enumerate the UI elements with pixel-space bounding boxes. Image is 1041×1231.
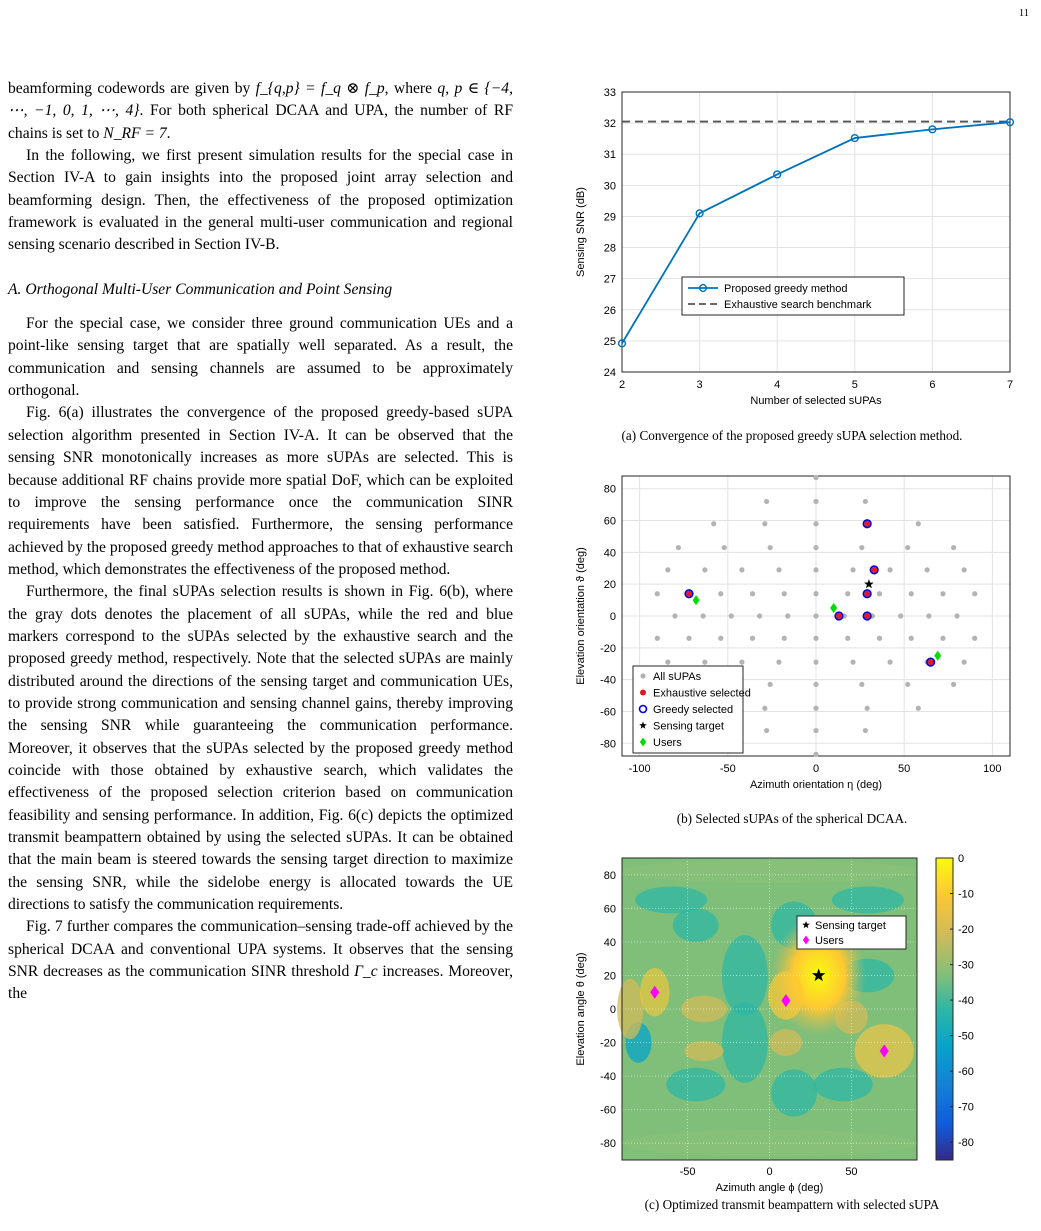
supa-dot (951, 682, 956, 687)
supa-dot (916, 521, 921, 526)
supa-dot (905, 545, 910, 550)
supa-dot (951, 545, 956, 550)
paragraph-4: Fig. 6(a) illustrates the convergence of the proposed greedy-based sUPA selection algorithm presented in Section IV-A. It can be observed that the sensing SNR monotonically increases as more sUPAs are selected. This is because additional RF chains provide more spatial DoF, which can be exploited to improve the sensing performance once the communication SINR requirements have been satisfied. Furthermore, the sensing performance achieved by the proposed greedy method approaches to that of exhaustive search method, which demonstrates the effectiveness of the proposed method. (8, 404, 513, 578)
exhaustive-selected-point (871, 567, 877, 573)
supa-dot (750, 591, 755, 596)
beampattern-lobe (684, 1041, 723, 1061)
heatmap-chart (560, 848, 1030, 1194)
y-tick-label: 28 (603, 242, 616, 255)
supa-dot (702, 660, 707, 665)
exhaustive-selected-point (864, 613, 870, 619)
supa-dot (962, 660, 967, 665)
y-tick-label: 0 (609, 1004, 616, 1016)
line-chart (560, 80, 1030, 415)
exhaustive-selected-point (928, 659, 934, 665)
y-tick-label: 33 (603, 87, 616, 99)
x-axis-label: Azimuth angle ϕ (deg) (715, 1182, 824, 1194)
x-axis-label: Number of selected sUPAs (750, 395, 882, 407)
beampattern-lobe (814, 1068, 873, 1102)
y-tick-label: 25 (603, 335, 616, 348)
y-tick-label: 24 (603, 367, 616, 379)
supa-dot (962, 567, 967, 572)
y-tick-label: -60 (600, 706, 616, 719)
supa-dot (739, 660, 744, 665)
figure-a (560, 80, 1030, 415)
supa-dot (813, 660, 818, 665)
y-tick-label: 20 (603, 970, 616, 983)
supa-dot (887, 567, 892, 572)
paragraph-5: Furthermore, the final sUPAs selection results is shown in Fig. 6(b), where the gray dots denotes the placement of all sUPAs, while the red and blue markers correspond to the sUPAs selected by the exhaustive search and the proposed greedy method, respectively. Note that the selected sUPAs are mainly distributed around the directions of the sensing target and communication UEs, to provide strong communication and sensing channel gains, thereby improving the sensing SNR while guaranteeing the communication performance. Moreover, it observes that the sUPAs selected by the proposed greedy method coincide with those obtained by exhaustive search, which validates the effectiveness of the proposed selection criterion based on communication feasibility and sensing performance. In addition, Fig. 6(c) depicts the optimized transmit beampattern obtained by using the selected sUPAs. It can be obtained that the main beam is steered towards the sensing target direction to maximize the sensing SNR, while the sidelobe energy is allocated towards the UE directions to satisfy the communication requirements. (8, 583, 513, 914)
legend-label: Greedy selected (653, 704, 734, 716)
supa-dot (940, 636, 945, 641)
exhaustive-selected-point (864, 521, 870, 527)
supa-dot (859, 545, 864, 550)
colorbar-tick-label: -40 (958, 995, 974, 1008)
legend-label: Users (815, 935, 844, 947)
x-tick-label: 4 (774, 379, 781, 391)
y-tick-label: 30 (603, 180, 616, 193)
supa-dot (877, 636, 882, 641)
supa-dot (813, 545, 818, 550)
y-tick-label: -80 (600, 1138, 616, 1151)
supa-dot (940, 591, 945, 596)
supa-dot (655, 591, 660, 596)
y-tick-label: 40 (603, 936, 616, 949)
equation: f_{q,p} = f_q ⊗ f_p (255, 80, 385, 97)
legend-label: Proposed greedy method (724, 283, 848, 295)
supa-dot (863, 728, 868, 733)
beampattern-lobe (617, 979, 643, 1039)
equation: q, p ∈ {−4, ⋯, −1, 0, 1, ⋯, 4} (8, 80, 513, 120)
paragraph-2: In the following, we first present simulation results for the special case in Section IV-A to gain insights into the proposed joint array selection and beamforming design. Then, the effectiveness of the proposed optimization framework is evaluated in the general multi-user communication and regional sensing scenario described in Section IV-B. (8, 147, 513, 254)
supa-dot (813, 728, 818, 733)
supa-dot (813, 499, 818, 504)
figure-b-caption: (b) Selected sUPAs of the spherical DCAA. (676, 811, 908, 826)
x-tick-label: 3 (696, 379, 703, 391)
exhaustive-selected-point (836, 613, 842, 619)
x-tick-label: 50 (898, 763, 911, 775)
legend-label: Sensing target (815, 920, 886, 932)
legend-label: Sensing target (653, 720, 724, 733)
supa-dot (905, 682, 910, 687)
legend-label: Exhaustive search benchmark (724, 299, 872, 311)
supa-dot (785, 613, 790, 618)
y-tick-label: -40 (600, 1071, 616, 1084)
supa-dot (776, 660, 781, 665)
supa-dot (909, 591, 914, 596)
supa-dot (845, 591, 850, 596)
exhaustive-selected-point (686, 591, 692, 597)
legend-label: Exhaustive selected (653, 687, 751, 700)
y-tick-label: 80 (603, 869, 616, 882)
colorbar-tick-label: -10 (958, 888, 974, 901)
supa-dot (972, 591, 977, 596)
supa-dot (702, 567, 707, 572)
y-tick-label: 80 (603, 483, 616, 496)
figure-c (560, 848, 1030, 1194)
supa-dot (718, 591, 723, 596)
x-tick-label: -50 (679, 1166, 696, 1178)
supa-dot (672, 613, 677, 618)
figure-b (560, 468, 1030, 803)
y-tick-label: 26 (603, 304, 616, 317)
supa-dot (701, 613, 706, 618)
figure-a-caption: (a) Convergence of the proposed greedy sUPA selection method. (621, 428, 963, 443)
y-tick-label: -40 (600, 674, 616, 687)
x-tick-label: 100 (983, 763, 1002, 775)
colorbar-tick-label: -20 (958, 924, 974, 937)
supa-dot (850, 567, 855, 572)
supa-dot (925, 567, 930, 572)
x-tick-label: 0 (812, 763, 820, 775)
supa-dot (898, 613, 903, 618)
supa-dot (813, 591, 818, 596)
colorbar-tick-label: -80 (958, 1137, 974, 1150)
y-tick-label: 29 (603, 211, 616, 224)
supa-dot (877, 591, 882, 596)
colorbar-tick-label: 0 (958, 853, 965, 865)
scatter-chart (560, 468, 1030, 803)
exhaustive-selected-point (864, 591, 870, 597)
legend-label: All sUPAs (653, 671, 702, 683)
supa-dot (813, 706, 818, 711)
figure-c-caption: (c) Optimized transmit beampattern with selected sUPA (644, 1197, 940, 1212)
y-tick-label: -80 (600, 738, 616, 751)
legend-marker-exhaustive (640, 690, 646, 696)
supa-dot (739, 567, 744, 572)
supa-dot (813, 475, 818, 480)
supa-dot (764, 728, 769, 733)
supa-dot (665, 660, 670, 665)
y-tick-label: -20 (600, 1037, 616, 1050)
legend-marker-all (640, 673, 645, 678)
x-tick-label: 50 (845, 1166, 858, 1178)
body-text-column (8, 78, 513, 1006)
x-axis-label: Azimuth orientation η (deg) (749, 779, 883, 791)
x-tick-label: 2 (618, 379, 626, 391)
y-tick-label: 0 (609, 611, 616, 623)
supa-dot (762, 521, 767, 526)
supa-dot (764, 499, 769, 504)
supa-dot (850, 660, 855, 665)
supa-dot (813, 521, 818, 526)
supa-dot (762, 706, 767, 711)
supa-dot (686, 636, 691, 641)
supa-dot (711, 521, 716, 526)
colorbar-tick-label: -30 (958, 959, 974, 972)
supa-dot (865, 706, 870, 711)
plot-area (622, 92, 1010, 372)
x-tick-label: 0 (766, 1166, 773, 1178)
supa-dot (813, 613, 818, 618)
supa-dot (813, 752, 818, 757)
supa-dot (954, 613, 959, 618)
supa-dot (972, 636, 977, 641)
y-tick-label: 40 (603, 547, 616, 560)
supa-dot (813, 682, 818, 687)
supa-dot (665, 567, 670, 572)
x-tick-label: 7 (1006, 379, 1014, 391)
beampattern-lobe (666, 1068, 725, 1102)
supa-dot (768, 545, 773, 550)
y-tick-label: 20 (603, 579, 616, 592)
supa-dot (887, 660, 892, 665)
colorbar (936, 858, 953, 1160)
supa-dot (845, 636, 850, 641)
colorbar-tick-label: -70 (958, 1101, 974, 1114)
supa-dot (768, 682, 773, 687)
supa-dot (859, 682, 864, 687)
beampattern-lobe (832, 887, 904, 914)
page-number: 11 (1018, 8, 1029, 19)
supa-dot (926, 613, 931, 618)
paragraph-1: beamforming codewords are given by f_{q,p} = f_q ⊗ f_p, where q, p ∈ {−4, ⋯, −1, 0, 1, ⋯, 4}. For both spherical DCAA and UPA, the number of RF chains is set to N_RF = 7. (8, 80, 513, 142)
equation: N_RF = 7 (103, 124, 167, 142)
paragraph-6: Fig. 7 further compares the communication–sensing trade-off achieved by the spherical DCAA and conventional UPA systems. It observes that the sensing SNR decreases as the communication SINR threshold Γ_c increases. Moreover, the (8, 918, 513, 1003)
supa-dot (722, 545, 727, 550)
supa-dot (813, 636, 818, 641)
paragraph-3: For the special case, we consider three ground communication UEs and a point-like sensing target that are spatially well separated. As a result, the communication and sensing channels are assumed to be approximately orthogonal. (8, 315, 513, 400)
supa-dot (916, 706, 921, 711)
y-tick-label: 32 (603, 118, 616, 131)
colorbar-tick-label: -60 (958, 1066, 974, 1079)
supa-dot (909, 636, 914, 641)
beampattern-lobe (635, 887, 707, 914)
supa-dot (718, 636, 723, 641)
beampattern-lobe (770, 1029, 803, 1056)
legend-label: Users (653, 737, 682, 749)
supa-dot (813, 567, 818, 572)
equation: Γ_c (354, 963, 378, 981)
supa-dot (863, 499, 868, 504)
supa-dot (676, 545, 681, 550)
supa-dot (782, 636, 787, 641)
supa-dot (729, 613, 734, 618)
x-tick-label: 5 (851, 379, 858, 391)
y-axis-label: Sensing SNR (dB) (575, 187, 587, 277)
beampattern-lobe (673, 908, 719, 942)
y-tick-label: -20 (600, 642, 616, 655)
y-tick-label: 27 (603, 273, 616, 286)
supa-dot (757, 613, 762, 618)
y-tick-label: 31 (603, 149, 616, 162)
x-tick-label: 6 (929, 379, 936, 391)
section-heading: A. Orthogonal Multi-User Communication and Point Sensing (8, 280, 393, 298)
y-axis-label: Elevation orientation ϑ (deg) (575, 547, 587, 685)
supa-dot (750, 636, 755, 641)
x-tick-label: -50 (719, 763, 736, 775)
colorbar-tick-label: -50 (958, 1030, 974, 1043)
supa-dot (655, 636, 660, 641)
x-tick-label: -100 (628, 763, 651, 775)
supa-dot (776, 567, 781, 572)
y-axis-label: Elevation angle θ (deg) (575, 952, 587, 1066)
y-tick-label: 60 (603, 903, 616, 916)
supa-dot (782, 591, 787, 596)
y-tick-label: 60 (603, 515, 616, 528)
y-tick-label: -60 (600, 1104, 616, 1117)
